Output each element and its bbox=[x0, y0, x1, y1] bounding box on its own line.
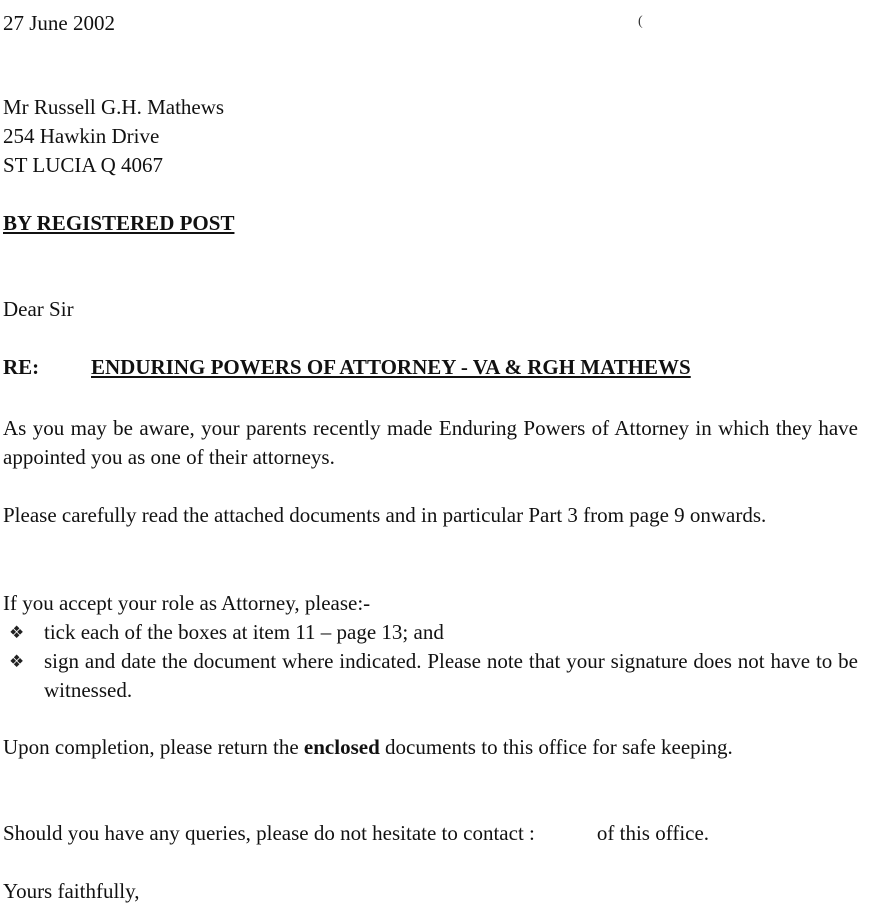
four-diamond-bullet-icon: ❖ bbox=[9, 623, 25, 642]
return-text-bold: enclosed bbox=[303, 735, 380, 759]
subject-line bbox=[3, 353, 858, 382]
list-item bbox=[3, 618, 858, 647]
salutation: Dear Sir bbox=[3, 297, 74, 321]
queries-text-end: of this office. bbox=[596, 821, 710, 845]
subject-text: ENDURING POWERS OF ATTORNEY - VA & RGH MATHEWS bbox=[91, 355, 691, 379]
stray-mark: ( bbox=[638, 14, 643, 29]
return-text-start: Upon completion, please return the bbox=[3, 735, 304, 759]
paragraph-awareness: As you may be aware, your parents recently made Enduring Powers of Attorney in which they have appointed you as one of their attorneys. bbox=[3, 416, 858, 469]
subject-label: RE: bbox=[3, 355, 40, 379]
return-text-end: documents to this office for safe keeping. bbox=[379, 735, 733, 759]
recipient-name: Mr Russell G.H. Mathews bbox=[3, 95, 225, 119]
recipient-locality: ST LUCIA Q 4067 bbox=[3, 153, 164, 177]
paragraph-queries bbox=[3, 819, 858, 848]
instruction-list bbox=[3, 618, 858, 705]
recipient-street: 254 Hawkin Drive bbox=[3, 124, 160, 148]
paragraph-return-documents bbox=[3, 733, 858, 762]
closing: Yours faithfully, bbox=[3, 879, 140, 903]
letter-date: 27 June 2002 bbox=[3, 11, 115, 35]
paragraph-read-documents: Please carefully read the attached documents and in particular Part 3 from page 9 onwards. bbox=[3, 503, 767, 527]
paragraph-accept-role: If you accept your role as Attorney, please:- bbox=[3, 591, 371, 615]
queries-text-start: Should you have any queries, please do not hesitate to contact bbox=[3, 821, 524, 845]
list-item bbox=[3, 647, 858, 705]
delivery-method: BY REGISTERED POST bbox=[3, 211, 235, 235]
list-item-text: tick each of the boxes at item 11 – page 13; and bbox=[44, 620, 444, 644]
recipient-address bbox=[3, 93, 858, 180]
list-item-text: sign and date the document where indicated. Please note that your signature does not have to be witnessed. bbox=[44, 649, 858, 702]
queries-mark: : bbox=[529, 821, 535, 845]
four-diamond-bullet-icon: ❖ bbox=[9, 652, 25, 671]
